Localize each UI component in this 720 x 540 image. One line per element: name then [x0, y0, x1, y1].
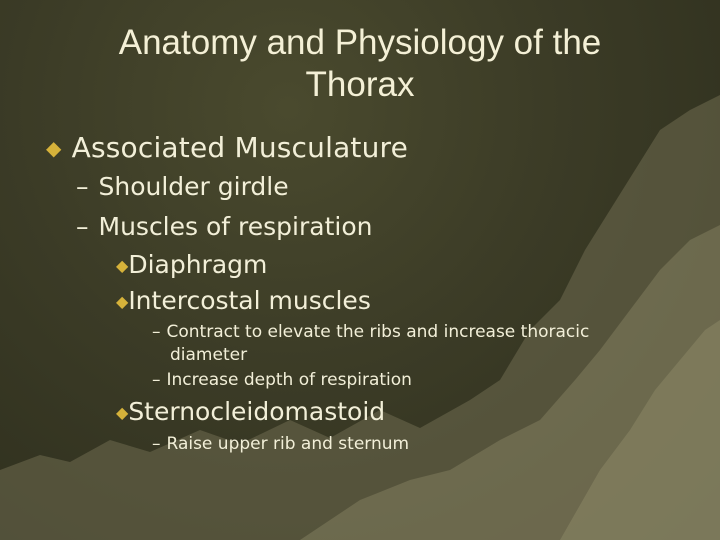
subbullet-text: Shoulder girdle	[98, 172, 289, 201]
dash-bullet-icon: –	[76, 172, 89, 201]
note-text-line-1: Contract to elevate the ribs and increase thoracic	[166, 322, 590, 342]
diamond-bullet-icon: ◆	[116, 256, 129, 275]
bullet-text: Associated Musculature	[71, 131, 409, 164]
title-line-1: Anatomy and Physiology of the	[118, 23, 602, 62]
diamond-bullet-icon: ◆	[116, 292, 129, 311]
subbullet-shoulder-girdle	[76, 172, 289, 202]
diamond-bullet-icon: ◆	[46, 136, 62, 160]
note-text: Increase depth of respiration	[166, 370, 412, 390]
dash-bullet-icon: –	[152, 434, 161, 454]
subbullet-text: Muscles of respiration	[98, 212, 373, 241]
note-text-line-2: diameter	[170, 345, 248, 365]
title-line-2: Thorax	[305, 65, 415, 104]
dash-bullet-icon: –	[152, 322, 161, 342]
note-contract-elevate-ribs	[152, 322, 589, 342]
item-diaphragm	[116, 250, 267, 283]
bullet-associated-musculature	[46, 131, 408, 167]
item-text: Intercostal muscles	[128, 286, 371, 315]
note-text: Raise upper rib and sternum	[166, 434, 410, 454]
item-sternocleidomastoid	[116, 397, 385, 430]
item-intercostal-muscles	[116, 286, 371, 319]
dash-bullet-icon: –	[152, 370, 161, 390]
note-raise-upper-rib	[152, 434, 409, 454]
note-increase-depth	[152, 370, 412, 390]
dash-bullet-icon: –	[76, 212, 89, 241]
diamond-bullet-icon: ◆	[116, 403, 129, 422]
item-text: Diaphragm	[128, 250, 268, 279]
item-text: Sternocleidomastoid	[128, 397, 386, 426]
subbullet-muscles-of-respiration	[76, 212, 372, 242]
note-contract-elevate-ribs-cont	[170, 345, 247, 365]
slide-title	[40, 22, 680, 106]
